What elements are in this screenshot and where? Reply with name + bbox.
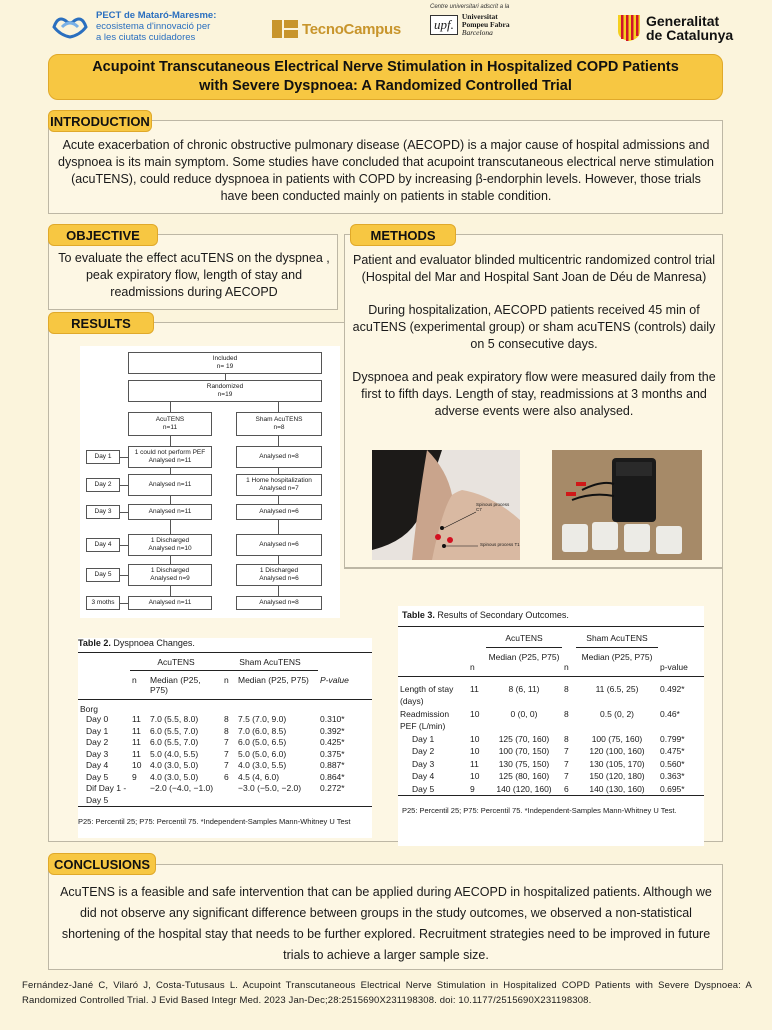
gen-line1: Generalitat <box>646 13 720 29</box>
poster-title <box>48 54 723 100</box>
table-3: Table 3. Results of Secondary Outcomes. AcuTENS Sham AcuTENS n Median (P25, P75) n Median (P25, P75) p-value Length of stay (days) 11 8 (6, 11) 8 11 (6.5, 25) 0.492* Readmission 10 0 (0, 0) 8 0.5 (0, 2) 0.46* PEF (L/min) Day 1 10 125 (70, 160) 8 100 (75, 160) 0.799* Day 2 10 100 (70, 150) 7 120 (100, 160) 0.475* Day 3 11 130 (75, 150) 7 130 (105, 170) 0.560* Day 4 10 125 (80, 160) 7 150 (120, 180) 0.363* Day 5 9 140 (120, 160) 6 140 (130, 160) 0.695* P25: Percentil 25; P75: Percentil 75. *Independent-Samples Mann-Whitney U Test. <box>398 606 704 846</box>
flow-day-label: Day 4 <box>86 538 120 552</box>
tens-device-image <box>552 450 702 560</box>
flow-acutens-step: Analysed n=11 <box>128 474 212 496</box>
flow-sham-step: Analysed n=6 <box>236 504 322 520</box>
table-row: Day 2 10 100 (70, 150) 7 120 (100, 160) 0.475* <box>412 746 685 756</box>
gen-line2: de Catalunya <box>646 27 734 43</box>
pect-logo <box>50 8 230 44</box>
hands-heart-icon <box>50 13 90 39</box>
methods-p2: During hospitalization, AECOPD patients received 45 min of acuTENS (experimental group) or sham acuTENS (controls) daily on 5 consecutive days. <box>352 303 716 351</box>
conclusions-text: AcuTENS is a feasible and safe intervention that can be applied during AECOPD in hospitalized patients. Although we did not observe any significant difference between groups in the study outcomes, we observed a non-statistical shortening of the hospital stay that needs to be further explored. Recruitment strategies need to be improved in future trials to achieve a larger sample size. <box>60 885 712 962</box>
flow-day-label: Day 2 <box>86 478 120 492</box>
table2-group1: AcuTENS <box>130 653 222 671</box>
table-row: Readmission 10 0 (0, 0) 8 0.5 (0, 2) 0.46* <box>400 708 680 719</box>
flow-acutens-step: Analysed n=11 <box>128 596 212 610</box>
table-row: Length of stay (days) 11 8 (6, 11) 8 11 (6.5, 25) 0.492* <box>400 683 685 706</box>
table-row: Day 3 11 5.0 (4.0, 5.5) 7 5.0 (5.0, 6.0) 0.375* <box>86 748 345 759</box>
flow-acutens-group: AcuTENS n=11 <box>128 412 212 436</box>
pect-line3: a les ciutats cuidadores <box>96 31 196 43</box>
title-line2: with Severe Dyspnoea: A Randomized Controlled Trial <box>199 78 572 94</box>
upf-name2: Pompeu Fabra <box>461 20 510 29</box>
upf-name3: Barcelona <box>461 28 493 37</box>
senyera-icon <box>618 15 640 41</box>
flow-sham-group: Sham AcuTENS n=8 <box>236 412 322 436</box>
introduction-heading: INTRODUCTION <box>48 110 152 132</box>
table-row: Day 3 11 130 (75, 150) 7 130 (105, 170) 0.560* <box>412 758 685 769</box>
upf-top-text: Centre universitari adscrit a la <box>430 4 510 10</box>
table3-group2: Sham AcuTENS <box>576 627 658 648</box>
upf-box: upf. <box>430 15 458 35</box>
methods-p1: Patient and evaluator blinded multicentric randomized control trial (Hospital del Mar and Hospital Sant Joan de Déu de Manresa) <box>353 253 715 284</box>
table-row: Dif Day 1 - Day 5 −2.0 (−4.0, −1.0) −3.0 (−5.0, −2.0) 0.272* <box>86 783 345 805</box>
table3-group1: AcuTENS <box>486 627 562 648</box>
results-heading: RESULTS <box>48 312 154 334</box>
methods-text <box>352 252 716 436</box>
introduction-text: Acute exacerbation of chronic obstructive pulmonary disease (AECOPD) is a major cause of hospital admissions and dyspnoea is its main symptom. Some studies have concluded that acupoint transcutaneous electrical nerve stimulation (acuTENS), could reduce dyspnoea in patients with COPD by increasing β-endorphin levels. However, those trials have been conducted mainly on patients in stable condition. <box>58 138 714 203</box>
table3-note: P25: Percentil 25; P75: Percentil 75. *Independent-Samples Mann-Whitney U Test. <box>402 806 677 815</box>
tecnocampus-logo <box>272 20 401 38</box>
generalitat-logo <box>618 14 733 42</box>
methods-p3: Dyspnoea and peak expiratory flow were measured daily from the first to fifth days. Length of stay, readmissions at 3 months and adverse events were also analysed. <box>352 370 716 418</box>
flow-sham-step: Analysed n=6 <box>236 534 322 556</box>
photo-label-c7: Spinous process C7 <box>476 502 510 512</box>
flow-day-label: Day 5 <box>86 568 120 582</box>
upf-name1: Universitat <box>461 12 498 21</box>
photo-label-t1: Spinous process T1 <box>480 542 520 547</box>
flow-acutens-step: 1 Discharged Analysed n=10 <box>128 534 212 556</box>
flow-day-label: 3 moths <box>86 596 120 610</box>
objective-text: To evaluate the effect acuTENS on the dyspnea , peak expiratory flow, length of stay and readmissions during AECOPD <box>58 251 330 299</box>
table-row: Day 1 10 125 (70, 160) 8 100 (75, 160) 0.799* <box>412 733 685 744</box>
flow-acutens-step: 1 could not perform PEF Analysed n=11 <box>128 446 212 468</box>
citation: Fernández-Jané C, Vilaró J, Costa-Tutusaus L. Acupoint Transcutaneous Electrical Nerve Stimulation in Hospitalized COPD Patients with Severe Dyspnoea: A Randomized Controlled Trial. J Evid Based Integr Med. 2023 Jan-Dec;28:2515690X231198308. doi: 10.1177/2515690X231198308. <box>22 980 752 1006</box>
title-line1: Acupoint Transcutaneous Electrical Nerve Stimulation in Hospitalized COPD Patients <box>92 59 679 75</box>
table2-note: P25: Percentil 25; P75: Percentil 75. *Independent-Samples Mann-Whitney U Test <box>78 817 351 826</box>
tecnocampus-mark-icon <box>272 20 298 38</box>
table2-section: Borg <box>80 704 98 714</box>
flow-acutens-step: Analysed n=11 <box>128 504 212 520</box>
table3-caption: Table 3. Results of Secondary Outcomes. <box>402 610 569 620</box>
consort-flowchart <box>80 346 340 618</box>
pect-line2: ecosistema d'innovació per <box>96 20 211 32</box>
table-row: Day 2 11 6.0 (5.5, 7.0) 7 6.0 (5.0, 6.5) 0.425* <box>86 737 345 747</box>
table-row: Day 5 9 4.0 (3.0, 5.0) 6 4.5 (4, 6.0) 0.864* <box>86 771 345 782</box>
upf-logo <box>430 4 540 37</box>
table-2: Table 2. Dyspnoea Changes. AcuTENS Sham AcuTENS n Median (P25, P75) n Median (P25, P75) P-value Borg Day 0 11 7.0 (5.5, 8.0) 8 7.5 (7.0, 9.0) 0.310* Day 1 11 6.0 (5.5, 7.0) 8 7.0 (6.0, 8.5) 0.392* Day 2 11 6.0 (5.5, 7.0) 7 6.0 (5.0, 6.5) 0.425* Day 3 11 5.0 (4.0, 5.5) 7 5.0 (5.0, 6.0) 0.375* Day 4 10 4.0 (3.0, 5.0) 7 4.0 (3.0, 5.5) 0.887* Day 5 9 4.0 (3.0, 5.0) 6 4.5 (4, 6.0) 0.864* Dif Day 1 - Day 5 −2.0 (−4.0, −1.0) −3.0 (−5.0, −2.0) 0.272* P25: Percentil 25; P75: Percentil 75. *Independent-Samples Mann-Whitney U Test <box>78 638 372 838</box>
flow-sham-step: Analysed n=8 <box>236 596 322 610</box>
table-row: Day 5 9 140 (120, 160) 6 140 (130, 160) 0.695* <box>412 783 685 794</box>
flow-included: Included n= 19 <box>128 352 322 374</box>
flow-sham-step: Analysed n=8 <box>236 446 322 468</box>
table-row: Day 4 10 4.0 (3.0, 5.0) 7 4.0 (3.0, 5.5) 0.887* <box>86 760 345 770</box>
acupoint-photo <box>372 450 520 560</box>
table2-group2: Sham AcuTENS <box>222 653 318 671</box>
table-row: Day 0 11 7.0 (5.5, 8.0) 8 7.5 (7.0, 9.0) 0.310* <box>86 714 345 724</box>
flow-day-label: Day 1 <box>86 450 120 464</box>
conclusions-heading: CONCLUSIONS <box>48 853 156 875</box>
flow-acutens-step: 1 Discharged Analysed n=9 <box>128 564 212 586</box>
flow-sham-step: 1 Home hospitalization Analysed n=7 <box>236 474 322 496</box>
flow-sham-step: 1 Discharged Analysed n=6 <box>236 564 322 586</box>
results-divider <box>344 568 723 569</box>
pect-title: PECT de Mataró-Maresme: <box>96 9 217 21</box>
flow-day-label: Day 3 <box>86 505 120 519</box>
table2-caption: Table 2. Dyspnoea Changes. <box>78 638 195 648</box>
flow-randomized: Randomized n=19 <box>128 380 322 402</box>
table-row: Day 4 10 125 (80, 160) 7 150 (120, 180) 0.363* <box>412 771 685 781</box>
objective-heading: OBJECTIVE <box>48 224 158 246</box>
tens-device-photo <box>552 450 702 560</box>
table-row: PEF (L/min) <box>400 721 446 731</box>
methods-heading: METHODS <box>350 224 456 246</box>
tecnocampus-text: TecnoCampus <box>302 20 401 38</box>
table-row: Day 1 11 6.0 (5.5, 7.0) 8 7.0 (6.0, 8.5) 0.392* <box>86 725 345 736</box>
